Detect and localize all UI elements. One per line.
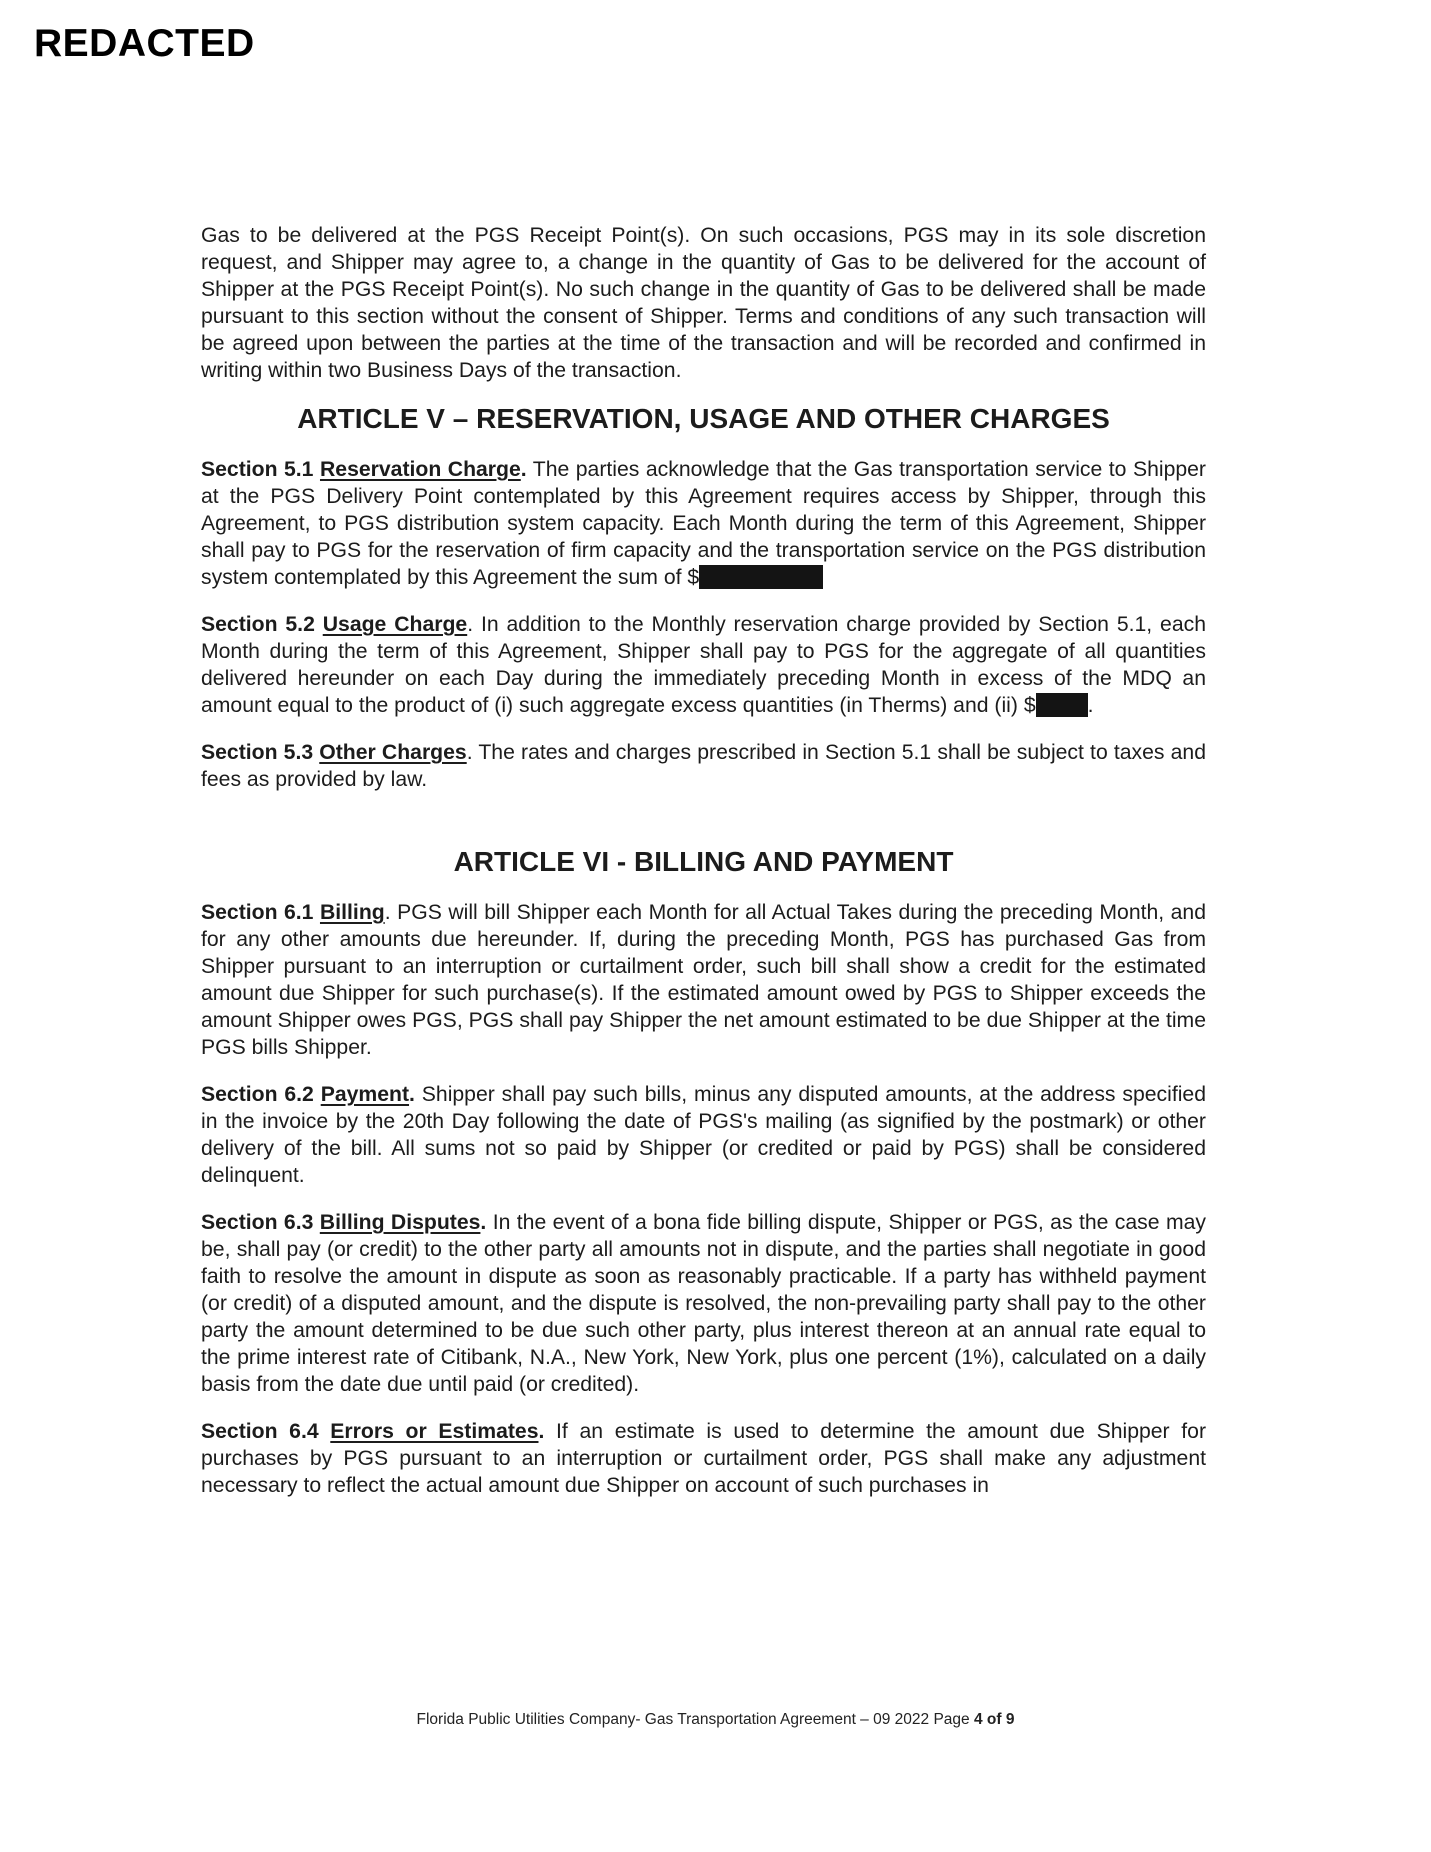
article-v-heading: ARTICLE V – RESERVATION, USAGE AND OTHER CHARGES	[297, 403, 1110, 434]
document-body	[201, 222, 1206, 1519]
redacted-stamp: REDACTED	[34, 22, 255, 65]
section-title: Billing	[319, 901, 385, 924]
section-number: Section 5.1	[201, 458, 314, 481]
section-text: Shipper shall pay such bills, minus any disputed amounts, at the address specified in the invoice by the 20th Day following the date of PGS's mailing (as signified by the postmark) or other delivery of the bill. All sums not so paid by Shipper (or credited or paid by PGS) shall be considered delinquent.	[201, 1083, 1206, 1187]
article-vi-heading: ARTICLE VI - BILLING AND PAYMENT	[453, 846, 954, 877]
section-6-1: Section 6.1 Billing. PGS will bill Shipper each Month for all Actual Takes during the preceding Month, and for any other amounts due hereunder. If, during the preceding Month, PGS has purchased Gas from Shipper pursuant to an interruption or curtailment order, such bill shall show a credit for the estimated amount due Shipper for such purchase(s). If the estimated amount owed by PGS to Shipper exceeds the amount Shipper owes PGS, PGS shall pay Shipper the net amount estimated to be due Shipper at the time PGS bills Shipper.	[201, 901, 1206, 1059]
footer-page-number: 4	[973, 1711, 983, 1728]
section-text: If an estimate is used to determine the amount due Shipper for purchases by PGS pursuant to an interruption or curtailment order, PGS shall make any adjustment necessary to reflect the actual amount due Shipper on account of such purchases in	[201, 1420, 1206, 1497]
section-6-2: Section 6.2 Payment. Shipper shall pay such bills, minus any disputed amounts, at the address specified in the invoice by the 20th Day following the date of PGS's mailing (as signified by the postmark) or other delivery of the bill. All sums not so paid by Shipper (or credited or paid by PGS) shall be considered delinquent.	[201, 1083, 1206, 1187]
section-number: Section 5.2	[201, 613, 315, 636]
footer-of: of	[986, 1711, 1002, 1728]
section-number: Section 6.4	[201, 1420, 319, 1443]
section-5-2: Section 5.2 Usage Charge. In addition to the Monthly reservation charge provided by Section 5.1, each Month during the term of this Agreement, Shipper shall pay to PGS for the aggregate of all quantities delivered hereunder on each Day during the immediately preceding Month in excess of the MDQ an amount equal to the product of (i) such aggregate excess quantities (in Therms) and (ii) $ .	[201, 613, 1206, 717]
section-number: Section 5.3	[201, 741, 314, 764]
section-text: The rates and charges prescribed in Section 5.1 shall be subject to taxes and fees as provided by law.	[201, 741, 1206, 791]
section-title: Payment	[320, 1083, 410, 1106]
continued-paragraph: Gas to be delivered at the PGS Receipt Point(s). On such occasions, PGS may in its sole discretion request, and Shipper may agree to, a change in the quantity of Gas to be delivered for the account of Shipper at the PGS Receipt Point(s). No such change in the quantity of Gas to be delivered shall be made pursuant to this section without the consent of Shipper. Terms and conditions of any such transaction will be agreed upon between the parties at the time of the transaction and will be recorded and confirmed in writing within two Business Days of the transaction.	[201, 224, 1206, 382]
footer-text: Florida Public Utilities Company- Gas Transportation Agreement – 09 2022 Page	[416, 1711, 970, 1728]
section-text-end: .	[1087, 694, 1094, 717]
section-text: PGS will bill Shipper each Month for all Actual Takes during the preceding Month, and for any other amounts due hereunder. If, during the preceding Month, PGS has purchased Gas from Shipper pursuant to an interruption or curtailment order, such bill shall show a credit for the estimated amount due Shipper for such purchase(s). If the estimated amount owed by PGS to Shipper exceeds the amount Shipper owes PGS, PGS shall pay Shipper the net amount estimated to be due Shipper at the time PGS bills Shipper.	[201, 901, 1206, 1059]
section-number: Section 6.3	[201, 1211, 314, 1234]
section-text: In addition to the Monthly reservation charge provided by Section 5.1, each Month during the term of this Agreement, Shipper shall pay to PGS for the aggregate of all quantities delivered hereunder on each Day during the immediately preceding Month in excess of the MDQ an amount equal to the product of (i) such aggregate excess quantities (in Therms) and (ii) $	[201, 613, 1206, 717]
section-5-3: Section 5.3 Other Charges. The rates and charges prescribed in Section 5.1 shall be subject to taxes and fees as provided by law.	[201, 741, 1206, 791]
section-text: In the event of a bona fide billing dispute, Shipper or PGS, as the case may be, shall pay (or credit) to the other party all amounts not in dispute, and the parties shall negotiate in good faith to resolve the amount in dispute as soon as reasonably practicable. If a party has withheld payment (or credit) of a disputed amount, and the dispute is resolved, the non-prevailing party shall pay to the other party the amount determined to be due such other party, plus interest thereon at an annual rate equal to the prime interest rate of Citibank, N.A., New York, New York, plus one percent (1%), calculated on a daily basis from the date due until paid (or credited).	[201, 1211, 1206, 1396]
section-text: The parties acknowledge that the Gas transportation service to Shipper at the PGS Delivery Point contemplated by this Agreement requires access by Shipper, through this Agreement, to PGS distribution system capacity. Each Month during the term of this Agreement, Shipper shall pay to PGS for the reservation of firm capacity and the transportation service on the PGS distribution system contemplated by this Agreement the sum of $	[201, 458, 1206, 589]
section-title: Other Charges	[319, 741, 467, 764]
section-title: Reservation Charge	[319, 458, 521, 481]
footer-total-pages: 9	[1005, 1711, 1015, 1728]
section-number: Section 6.1	[201, 901, 314, 924]
page-footer	[0, 1711, 1431, 1729]
section-number: Section 6.2	[201, 1083, 314, 1106]
section-5-1: Section 5.1 Reservation Charge. The parties acknowledge that the Gas transportation service to Shipper at the PGS Delivery Point contemplated by this Agreement requires access by Shipper, through this Agreement, to PGS distribution system capacity. Each Month during the term of this Agreement, Shipper shall pay to PGS for the reservation of firm capacity and the transportation service on the PGS distribution system contemplated by this Agreement the sum of $	[201, 458, 1206, 589]
redaction-box	[1036, 693, 1088, 717]
section-title: Usage Charge	[322, 613, 468, 636]
redaction-box	[699, 565, 823, 589]
section-title: Billing Disputes	[319, 1211, 481, 1234]
section-title: Errors or Estimates	[330, 1420, 539, 1443]
section-6-4: Section 6.4 Errors or Estimates. If an estimate is used to determine the amount due Shipper for purchases by PGS pursuant to an interruption or curtailment order, PGS shall make any adjustment necessary to reflect the actual amount due Shipper on account of such purchases in	[201, 1420, 1206, 1497]
section-6-3: Section 6.3 Billing Disputes. In the event of a bona fide billing dispute, Shipper or PGS, as the case may be, shall pay (or credit) to the other party all amounts not in dispute, and the parties shall negotiate in good faith to resolve the amount in dispute as soon as reasonably practicable. If a party has withheld payment (or credit) of a disputed amount, and the dispute is resolved, the non-prevailing party shall pay to the other party the amount determined to be due such other party, plus interest thereon at an annual rate equal to the prime interest rate of Citibank, N.A., New York, New York, plus one percent (1%), calculated on a daily basis from the date due until paid (or credited).	[201, 1211, 1206, 1396]
